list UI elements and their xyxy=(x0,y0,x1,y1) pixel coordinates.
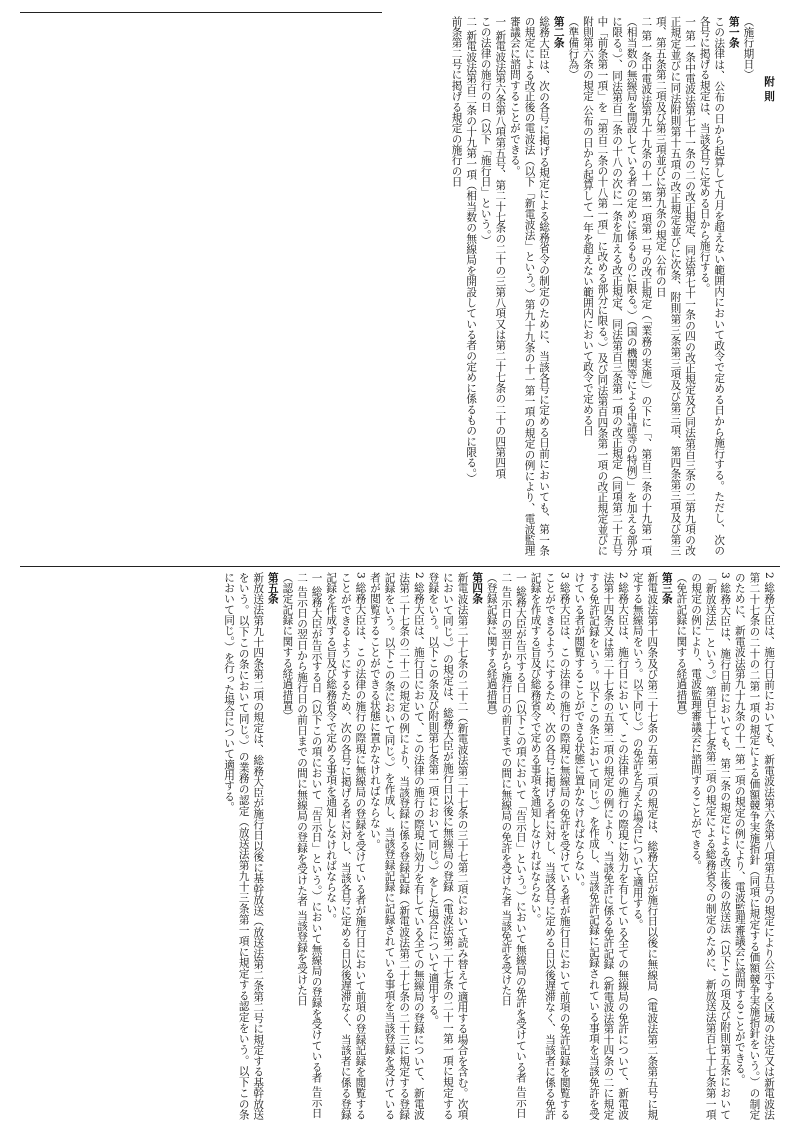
chapter-title: 附 則 xyxy=(763,76,775,102)
bottom-paragraph: 2 総務大臣は、施行日において、この法律の施行の際現に効力を有している全ての無線局の登録について、新電波法第二十七条の二十二の規定の例により、当該登録に係る登録記録（新電波法第二十七条の二十三に規定する登録記録をいう。以下この条において同じ。）を作成し、当該登録記録に記録されている事項を当該登録を受けている者が閲覧することができる状態に置かなければならない。 xyxy=(368,572,425,1120)
bottom-paragraph: 二 告示日の翌日から施行日の前日までの間に無線局の登録を受けた者 当該登録を受けた日 xyxy=(296,572,308,1007)
section-divider xyxy=(20,566,780,567)
top-rule xyxy=(20,12,382,13)
top-paragraph: （準備行為） xyxy=(567,16,580,81)
top-paragraph: 前条第二号に掲げる規定の施行の日 xyxy=(450,16,463,187)
top-paragraph: 第二条 xyxy=(552,16,565,49)
bottom-paragraph: 二 告示日の翌日から施行日の前日までの間に無線局の免許を受けた者 当該免許を受けた日 xyxy=(500,572,513,1007)
bottom-paragraph: 2 総務大臣は、施行日前においても、新電波法第六条第八項第五号の規定により公示する区域の決定又は新電波法第二十七条の二十の二第一項の規定による価額競争実施指針（同項に規定する価額競争実施指針をいう。）の制定のために、新電波法第九十九条の十一第一項の規定の例により、電波監理審議会に諮問することができる。 xyxy=(733,572,775,1120)
top-paragraph: この法律は、公布の日から起算して九月を超えない範囲内において政令で定める日から施行する。ただし、次の各号に掲げる規定は、当該各号に定める日から施行する。 xyxy=(698,16,726,556)
bottom-paragraph: （認定記録に関する経過措置） xyxy=(281,572,294,722)
top-paragraph: 二 新電波法第百二条の十九第一項（相当数の無線局を開設している者の定めに係るものに限る。） xyxy=(465,16,478,485)
bottom-text-block xyxy=(16,572,776,1120)
top-paragraph: 第一条 xyxy=(727,16,740,49)
top-paragraph: 二 第一条中電波法第九十九条の十一第一項第一号の改正規定（「業務の実施」）の下に「、第百二条の十九第一項（相当数の無線局を開設している者の定めに係るものに限る。）（国の機関等による申請等の特例）」を加える部分に限る。）、同法第百二条の十八の次に一条を加える改正規定、同法第百三条第一項の改正規定（同項第二十五号中「前条第一項」を「第百二条の十八第一項」に改める部分に限る。）及び同法第百四条第一項の改正規定並びに附則第六条の規定 公布の日から起算して一年を超えない範囲内において政令で定める日 xyxy=(581,16,653,556)
bottom-paragraph: （登録記録に関する経過措置） xyxy=(485,572,498,722)
bottom-paragraph: 3 総務大臣は、この法律の施行の際現に無線局の登録を受けている者が施行日において前項の登録記録を閲覧することができるようにするため、次の各号に掲げる者に対し、当該各号に定める日以後遅滞なく、当該者に係る登録記録を作成する旨及び総務省令で定める事項を通知しなければならない。 xyxy=(325,572,367,1120)
bottom-paragraph: 第四条 xyxy=(471,572,484,605)
top-paragraph: 一 第一条中電波法第七十一条の二の改正規定、同法第七十一条の四の改正規定及び同法第百三条の二第九項の改正規定並びに同法附則第十五項の改正規定並びに次条、附則第三条第三項及び第三項、第四条第三項及び第三項、第五条第二項及び第三項並びに第九条の規定 公布の日 xyxy=(654,16,697,556)
bottom-paragraph: 新放送法第九十四条第二項の規定は、総務大臣が施行日以後に基幹放送（放送法第二条第二号に規定する基幹放送をいう。以下この条において同じ。）の業務の認定（放送法第九十三条第一項に規定する認定をいう。以下この条において同じ。）を行った場合について適用する。 xyxy=(223,572,265,1120)
bottom-paragraph: 新電波法第十四条及び第二十七条の五第二項の規定は、総務大臣が施行日以後に無線局（電波法第二条第五号に規定する無線局をいう。以下同じ。）の免許を与えた場合について適用する。 xyxy=(631,572,659,1120)
bottom-paragraph: 第五条 xyxy=(266,572,279,605)
top-paragraph: 総務大臣は、次の各号に掲げる規定による総務省令の制定のために、当該各号に定める日前においても、第一条の規定による改正後の電波法（以下「新電波法」という。）第九十九条の十一第一項の規定の例により、電波監理審議会に諮問することができる。 xyxy=(508,16,551,556)
bottom-paragraph: 3 総務大臣は、施行日前においても、第二条の規定による改正後の放送法（以下この項及び附則第五条において「新放送法」という。）第百七十七条第二項の規定による総務省令の制定のために、新放送法第百七十七条第一項の規定の例により、電波監理審議会に諮問することができる。 xyxy=(690,572,732,1120)
top-text-block xyxy=(16,16,776,556)
bottom-paragraph: 2 総務大臣は、施行日において、この法律の施行の際現に効力を有している全ての無線局の免許について、新電波法第十四条又は第二十七条の五第二項の規定の例により、当該免許に係る免許記録（新電波法第十四条の二に規定する免許記録をいう。以下この条において同じ。）を作成し、当該免許記録に記録されている事項を当該免許を受けている者が閲覧することができる状態に置かなければならない。 xyxy=(573,572,630,1120)
top-paragraph: （施行期日） xyxy=(742,16,755,81)
bottom-paragraph: 一 総務大臣が告示する日（以下この項において「告示日」という。）において無線局の登録を受けている者 告示日 xyxy=(310,572,323,1119)
bottom-paragraph: 新電波法第二十七条の二十二（新電波法第二十七条の三十七第二項において読み替えて適用する場合を含む。次項において同じ。）の規定は、総務大臣が施行日以後に無線局の登録（電波法第二十七条の二十一第一項に規定する登録をいう。以下この条及び附則第七条第一項において同じ。）をした場合について適用する。 xyxy=(427,572,469,1120)
bottom-paragraph: 一 総務大臣が告示する日（以下この項において「告示日」という。）において無線局の免許を受けている者 告示日 xyxy=(514,572,527,1119)
bottom-paragraph: （免許記録に関する経過措置） xyxy=(675,572,688,722)
top-paragraph: この法律の施行の日（以下「施行日」という。） xyxy=(479,16,492,246)
bottom-paragraph: 3 総務大臣は、この法律の施行の際現に無線局の免許を受けている者が施行日において前項の免許記録を閲覧することができるようにするため、次の各号に掲げる者に対し、当該各号に定める日以後遅滞なく、当該者に係る免許記録を作成する旨及び総務省令で定める事項を通知しなければならない。 xyxy=(529,572,571,1120)
bottom-paragraph: 第三条 xyxy=(660,572,673,605)
top-paragraph: 一 新電波法第六条第八項第五号、第二十七条の二十の三第八項又は第二十七条の二十の四第四項 xyxy=(494,16,507,479)
